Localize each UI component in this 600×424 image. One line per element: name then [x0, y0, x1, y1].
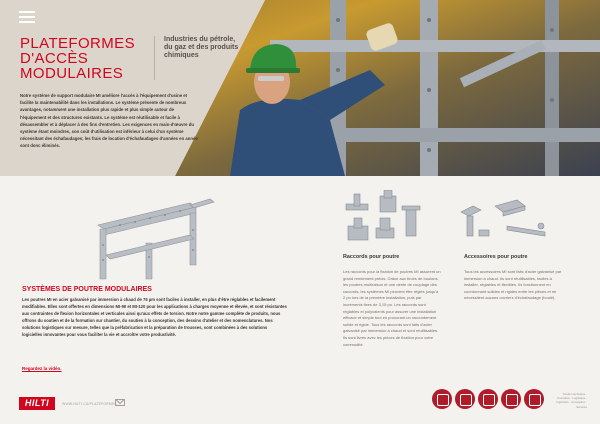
hero-banner — [0, 0, 600, 176]
footer-url[interactable]: WWW.HILTI.CA/PLATEFORMES — [62, 402, 117, 406]
connectors-body: Les raccords pour la fixation de poutres MI assurent un grand rendement précis. Grâce aux tiroirs de boulons, les poutres multiraison et une dente de couplage des raccords, les systèmes MI peuvent être réglés jusqu'à 2 po lors de la première installation, puis par incréments fixes de 3,15 po. Les raccords sont réglables et polyvalents pour assurer une installation efficace et simple tout en procurant un raccordement solide et rigide. Tous les raccords sont faits d'acier galvanisé par immersion à chaud et sont réutilisables. Ils sont livrés avec les pièces de fixation pour votre commodité. — [343, 269, 441, 347]
menu-icon[interactable] — [19, 11, 35, 23]
title-line: D'ACCÈS — [20, 50, 89, 67]
connectors-illustration — [340, 190, 435, 248]
connectors-column — [343, 254, 441, 348]
accessories-title: Accessoires pour poutre — [464, 254, 528, 260]
modular-section-title: SYSTÈMES DE POUTRE MODULAIRES — [22, 286, 152, 293]
service-badge-icon — [524, 389, 544, 409]
page-subtitle: Industries du pétrole, du gaz et des produits chimiques — [164, 36, 239, 59]
watch-video-link[interactable]: Regardez la vidéo. — [22, 366, 62, 371]
hilti-logo[interactable] — [19, 397, 55, 410]
service-badge-icon — [501, 389, 521, 409]
modular-beam-illustration — [90, 195, 220, 280]
service-badge-icon — [432, 389, 452, 409]
mail-icon[interactable] — [115, 399, 125, 406]
service-badges — [432, 389, 544, 411]
badge-caption: Soutien technique · Formation · Logistique · Ingénierie · Conception · Services — [556, 392, 587, 409]
accessories-illustration — [455, 196, 555, 248]
title-divider — [154, 36, 155, 80]
title-line: MODULAIRES — [20, 65, 124, 82]
accessories-body: Tous les accessoires MI sont faits d'acier galvanisé par immersion à chaud. Ils sont réutilisables, faciles à installer, réglables et flexibles. Ils fonctionnent en coordonnant solides et rigides entre les pièces et ne nécessitent aucuns ouvriers d'échafaudage (boulé). — [464, 269, 562, 301]
page-title — [20, 36, 160, 81]
modular-section-body: Les poutres MI en acier galvanisé par immersion à chaud de 75 µm sont faciles à installer, en plus d'être réglables et facilement modifiables. Elles sont offertes en dimensions MI-90 et MI-120 pour les applications à charges moyenne et élevée, et sont résistantes aux contraintes de flexion horizontales et verticales ainsi qu'aux effets de torsion. Notre notre gamme complète de produits, nous offrons du soutien et de la formation sur chantier, du soutien à la conception, des dessins d'atelier et des nomenclatures. Nos solutions logistiques sur mesure, telles que la préfabrication et la préparation de trousses, sont combinées à des solutions logicielles innovantes pour vous faciliter la vie et accroître votre productivité. — [22, 297, 287, 337]
service-badge-icon — [455, 389, 475, 409]
intro-paragraph: Notre système de support modulaire MI améliore l'accès à l'équipement d'usine et facilite la maintenabilité dans les installations. Le système présente de nombreux avantages, notamment une installation plus rapide et plus simple autour de l'équipement et des structures existants. Le système est réutilisable et facile à désassembler et à déplacer à des fins d'entretien. Les exigences en main-d'œuvre du système étant moindres, son coût d'utilisation est inférieur à celui d'un système nécessitant des échafaudages; les frais de location d'échafaudages d'années en année sont donc éliminés. — [20, 93, 198, 149]
connectors-title: Raccords pour poutre — [343, 254, 400, 260]
title-line: PLATEFORMES — [20, 35, 135, 52]
logo-text: HILTI — [24, 398, 50, 408]
service-badge-icon — [478, 389, 498, 409]
accessories-column — [464, 254, 562, 302]
